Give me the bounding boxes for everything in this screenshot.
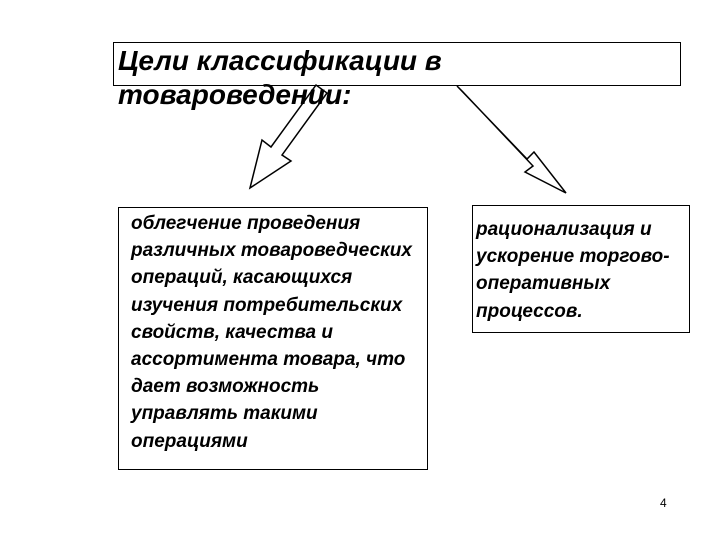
left-goal-text: облегчение проведения различных товароведческих операций, касающихся изучения потребительских свойств, качества и ассортимента товара, что дает возможность управлять такими операциями bbox=[131, 213, 412, 452]
page-number: 4 bbox=[660, 496, 667, 510]
right-goal-text: рационализация и ускорение торгово-оперативных процессов. bbox=[476, 219, 670, 322]
title-text: Цели классификации в товароведении: bbox=[118, 45, 442, 110]
